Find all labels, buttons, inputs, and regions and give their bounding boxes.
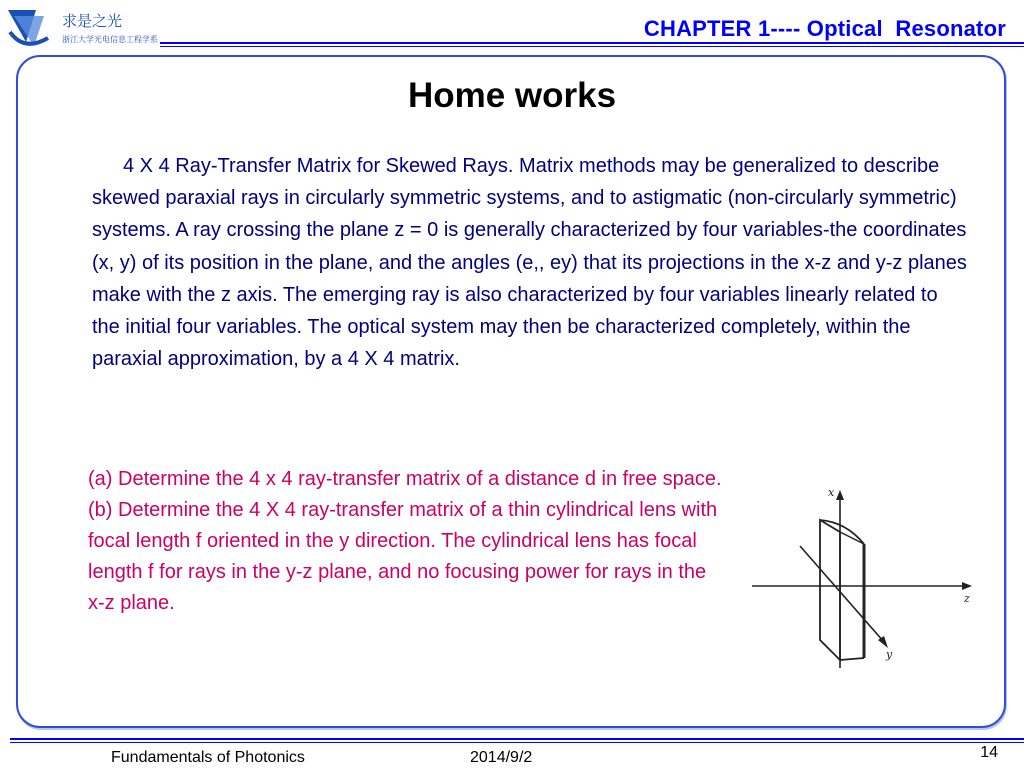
question-a: (a) Determine the 4 x 4 ray-transfer matrix of a distance d in free space. [88, 468, 722, 490]
footer-course: Fundamentals of Photonics [111, 749, 305, 766]
logo-subtext: 浙江大学光电信息工程学系 [62, 35, 158, 44]
cylindrical-lens-figure [748, 482, 978, 672]
university-logo [4, 2, 160, 58]
lens-bottom-edge [840, 658, 864, 660]
question-b: (b) Determine the 4 X 4 ray-transfer matrix of a thin cylindrical lens with focal length f oriented in the y direction. The cylindrical lens has focal length f for rays in the y-z plane, and no focusing power for rays in the x-z plane. [88, 499, 718, 614]
y-axis-label: y [886, 648, 893, 661]
logo-text: 求是之光 [62, 12, 123, 30]
footer-divider-thin [10, 742, 1024, 743]
chapter-title: CHAPTER 1---- Optical Resonator [643, 16, 1006, 41]
lens-flat-face [820, 520, 840, 660]
z-axis-arrow [962, 582, 972, 590]
y-axis [800, 546, 884, 642]
x-axis-label: x [828, 486, 835, 499]
z-axis-label: z [964, 592, 970, 605]
lens-top-edge [840, 532, 864, 544]
intro-paragraph: 4 X 4 Ray-Transfer Matrix for Skewed Rays. Matrix methods may be generalized to describe skewed paraxial rays in circularly symmetric systems, and to astigmatic (non-circularly symmetric) systems. A ray crossing the plane z = 0 is generally characterized by four variables-the coordinates (x, y) of its position in the plane, and the angles (e,, ey) that its projections in the x-z and y-z planes make with the z axis. The emerging ray is also characterized by four variables linearly related to the initial four variables. The optical system may then be characterized completely, within the paraxial approximation, by a 4 X 4 matrix. [92, 155, 967, 371]
x-axis-arrow [836, 490, 844, 500]
slide-title: Home works [407, 76, 617, 115]
question-block [88, 464, 728, 619]
header-divider [160, 42, 1024, 44]
header-divider-thin [160, 46, 1024, 47]
footer-date: 2014/9/2 [470, 749, 533, 766]
page-number: 14 [980, 744, 998, 761]
footer-divider [10, 738, 1024, 740]
